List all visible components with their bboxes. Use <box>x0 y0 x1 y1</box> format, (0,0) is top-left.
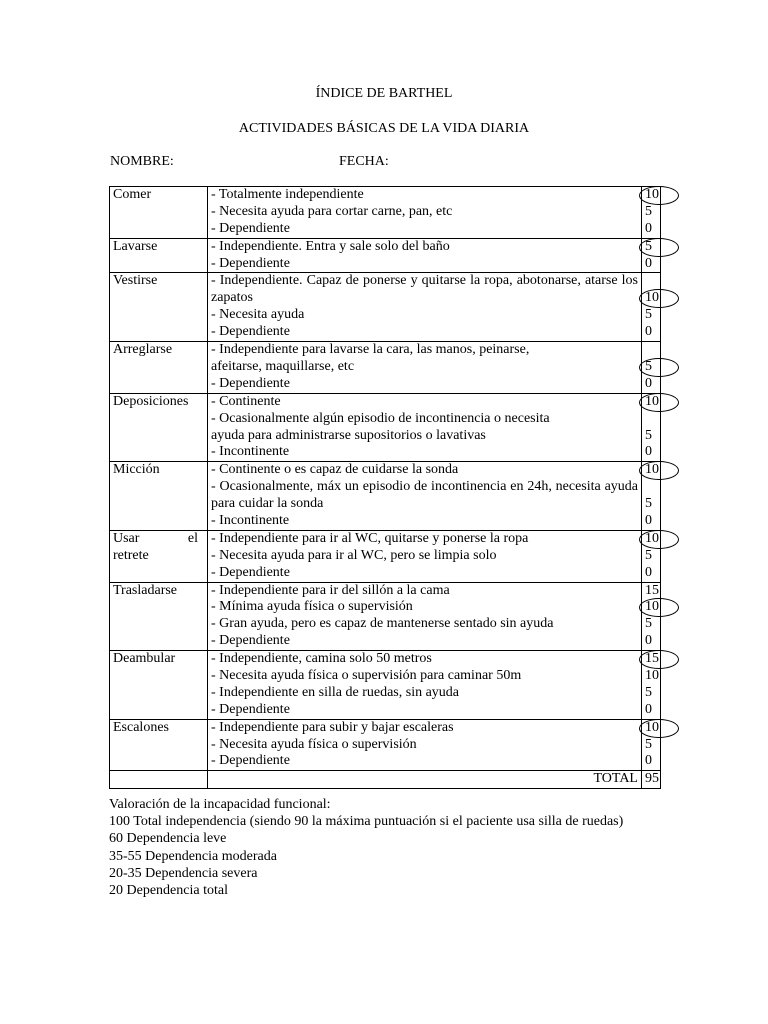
table-row <box>110 342 661 394</box>
page-subtitle: ACTIVIDADES BÁSICAS DE LA VIDA DIARIA <box>238 121 530 136</box>
option-line: - Independiente. Entra y sale solo del baño <box>211 238 450 254</box>
score-value: 5 <box>645 736 652 752</box>
option-line: - Ocasionalmente, máx un episodio de incontinencia en 24h, necesita ayuda para cuidar la sonda <box>211 479 638 512</box>
score-value: 5 <box>645 496 652 512</box>
table-row <box>110 719 661 771</box>
activity-deposiciones: Deposiciones <box>110 393 208 462</box>
total-value: 95 <box>642 771 661 789</box>
selected-score: 10 <box>645 187 659 202</box>
activity-lavarse: Lavarse <box>110 238 208 273</box>
nombre-label: NOMBRE: <box>110 154 174 169</box>
option-line: - Mínima ayuda física o supervisión <box>211 599 413 615</box>
option-line: ayuda para administrarse supositorios o lavativas <box>211 427 486 443</box>
score-cell <box>642 462 661 531</box>
table-row <box>110 462 661 531</box>
score-value: 0 <box>645 633 652 649</box>
option-line: - Dependiente <box>211 255 290 271</box>
activity-options <box>208 582 642 651</box>
score-cell <box>642 393 661 462</box>
valoracion-item: 100 Total independencia (siendo 90 la máxima puntuación si el paciente usa silla de ruedas) <box>109 814 624 830</box>
option-line: - Necesita ayuda <box>211 307 305 323</box>
option-line: - Incontinente <box>211 444 290 460</box>
score-cell <box>642 530 661 582</box>
selected-score: 5 <box>645 239 657 256</box>
option-line: - Necesita ayuda para ir al WC, pero se limpia solo <box>211 547 497 563</box>
option-line: - Independiente para subir y bajar escaleras <box>211 719 454 735</box>
score-cell <box>642 187 661 239</box>
score-cell <box>642 719 661 771</box>
score-value: 5 <box>645 684 652 700</box>
option-line: - Dependiente <box>211 324 290 340</box>
score-value: 5 <box>645 616 652 632</box>
valoracion-item: 60 Dependencia leve <box>109 831 227 847</box>
table-row <box>110 530 661 582</box>
score-value: 5 <box>645 427 652 443</box>
score-cell <box>642 342 661 394</box>
option-line: - Independiente. Capaz de ponerse y quitarse la ropa, abotonarse, atarse los zapatos <box>211 273 638 306</box>
activity-usar-el-retrete: Usar el retrete <box>110 530 208 582</box>
option-line: - Necesita ayuda para cortar carne, pan, etc <box>211 203 453 219</box>
selected-score: 10 <box>645 462 659 478</box>
option-line: - Dependiente <box>211 220 290 236</box>
activity-options <box>208 462 642 531</box>
activity-options <box>208 530 642 582</box>
activity-vestirse: Vestirse <box>110 273 208 342</box>
option-line: - Dependiente <box>211 701 290 717</box>
score-cell <box>642 582 661 651</box>
score-value: 5 <box>645 547 652 563</box>
activity-options <box>208 238 642 273</box>
option-line: - Gran ayuda, pero es capaz de mantenerse sentado sin ayuda <box>211 616 554 632</box>
selected-score: 10 <box>645 599 659 615</box>
option-line: afeitarse, maquillarse, etc <box>211 358 355 374</box>
activity-options <box>208 273 642 342</box>
score-value: 0 <box>645 701 652 717</box>
option-line: - Continente o es capaz de cuidarse la sonda <box>211 462 459 478</box>
score-cell <box>642 238 661 273</box>
score-value: 0 <box>645 512 652 528</box>
option-line: - Independiente para ir del sillón a la cama <box>211 582 450 598</box>
valoracion-section <box>109 796 660 899</box>
valoracion-item: 20 Dependencia total <box>109 883 228 899</box>
activity-options <box>208 342 642 394</box>
table-row <box>110 393 661 462</box>
option-line: - Dependiente <box>211 375 290 391</box>
valoracion-item: 35-55 Dependencia moderada <box>109 848 277 864</box>
activity-options <box>208 187 642 239</box>
fecha-label: FECHA: <box>339 154 389 169</box>
option-line: - Ocasionalmente algún episodio de incontinencia o necesita <box>211 410 550 426</box>
score-cell <box>642 651 661 720</box>
option-line: - Independiente, camina solo 50 metros <box>211 651 432 667</box>
selected-score: 10 <box>645 719 659 735</box>
selected-score: 10 <box>645 530 659 546</box>
score-value: 0 <box>645 255 652 271</box>
table-row <box>110 582 661 651</box>
activity-comer: Comer <box>110 187 208 239</box>
score-value: 0 <box>645 220 652 236</box>
total-row <box>110 771 661 789</box>
selected-score: 15 <box>645 651 659 667</box>
score-value: 0 <box>645 753 652 769</box>
valoracion-heading: Valoración de la incapacidad funcional: <box>109 797 331 812</box>
score-value: 10 <box>645 668 659 683</box>
activity-options <box>208 651 642 720</box>
score-value: 0 <box>645 444 652 460</box>
score-value: 0 <box>645 564 652 580</box>
score-value: 5 <box>645 307 652 323</box>
total-label: TOTAL <box>208 771 642 789</box>
table-row <box>110 651 661 720</box>
page-title: ÍNDICE DE BARTHEL <box>315 86 453 101</box>
valoracion-item: 20-35 Dependencia severa <box>109 865 258 881</box>
activity-options <box>208 393 642 462</box>
activity-options <box>208 719 642 771</box>
activity-trasladarse: Trasladarse <box>110 582 208 651</box>
score-value: 5 <box>645 203 652 219</box>
table-row <box>110 187 661 239</box>
score-value: 0 <box>645 375 652 391</box>
option-line: - Dependiente <box>211 753 290 769</box>
empty-cell <box>110 771 208 789</box>
selected-score: 5 <box>645 359 657 376</box>
selected-score: 10 <box>645 393 659 409</box>
activity-miccion: Micción <box>110 462 208 531</box>
option-line: - Necesita ayuda física o supervisión para caminar 50m <box>211 668 522 683</box>
barthel-table <box>109 186 661 789</box>
selected-score: 10 <box>645 290 659 306</box>
activity-arreglarse: Arreglarse <box>110 342 208 394</box>
score-cell <box>642 273 661 342</box>
score-value: 15 <box>645 582 659 598</box>
option-line: - Continente <box>211 393 281 409</box>
option-line: - Independiente en silla de ruedas, sin ayuda <box>211 684 460 700</box>
option-line: - Independiente para ir al WC, quitarse y ponerse la ropa <box>211 530 529 546</box>
option-line: - Incontinente <box>211 512 290 528</box>
option-line: - Dependiente <box>211 564 290 580</box>
option-line: - Totalmente independiente <box>211 187 364 202</box>
table-row <box>110 238 661 273</box>
option-line: - Independiente para lavarse la cara, las manos, peinarse, <box>211 342 530 358</box>
table-row <box>110 273 661 342</box>
activity-deambular: Deambular <box>110 651 208 720</box>
score-value: 0 <box>645 324 652 340</box>
option-line: - Dependiente <box>211 633 290 649</box>
option-line: - Necesita ayuda física o supervisión <box>211 736 417 752</box>
activity-escalones: Escalones <box>110 719 208 771</box>
